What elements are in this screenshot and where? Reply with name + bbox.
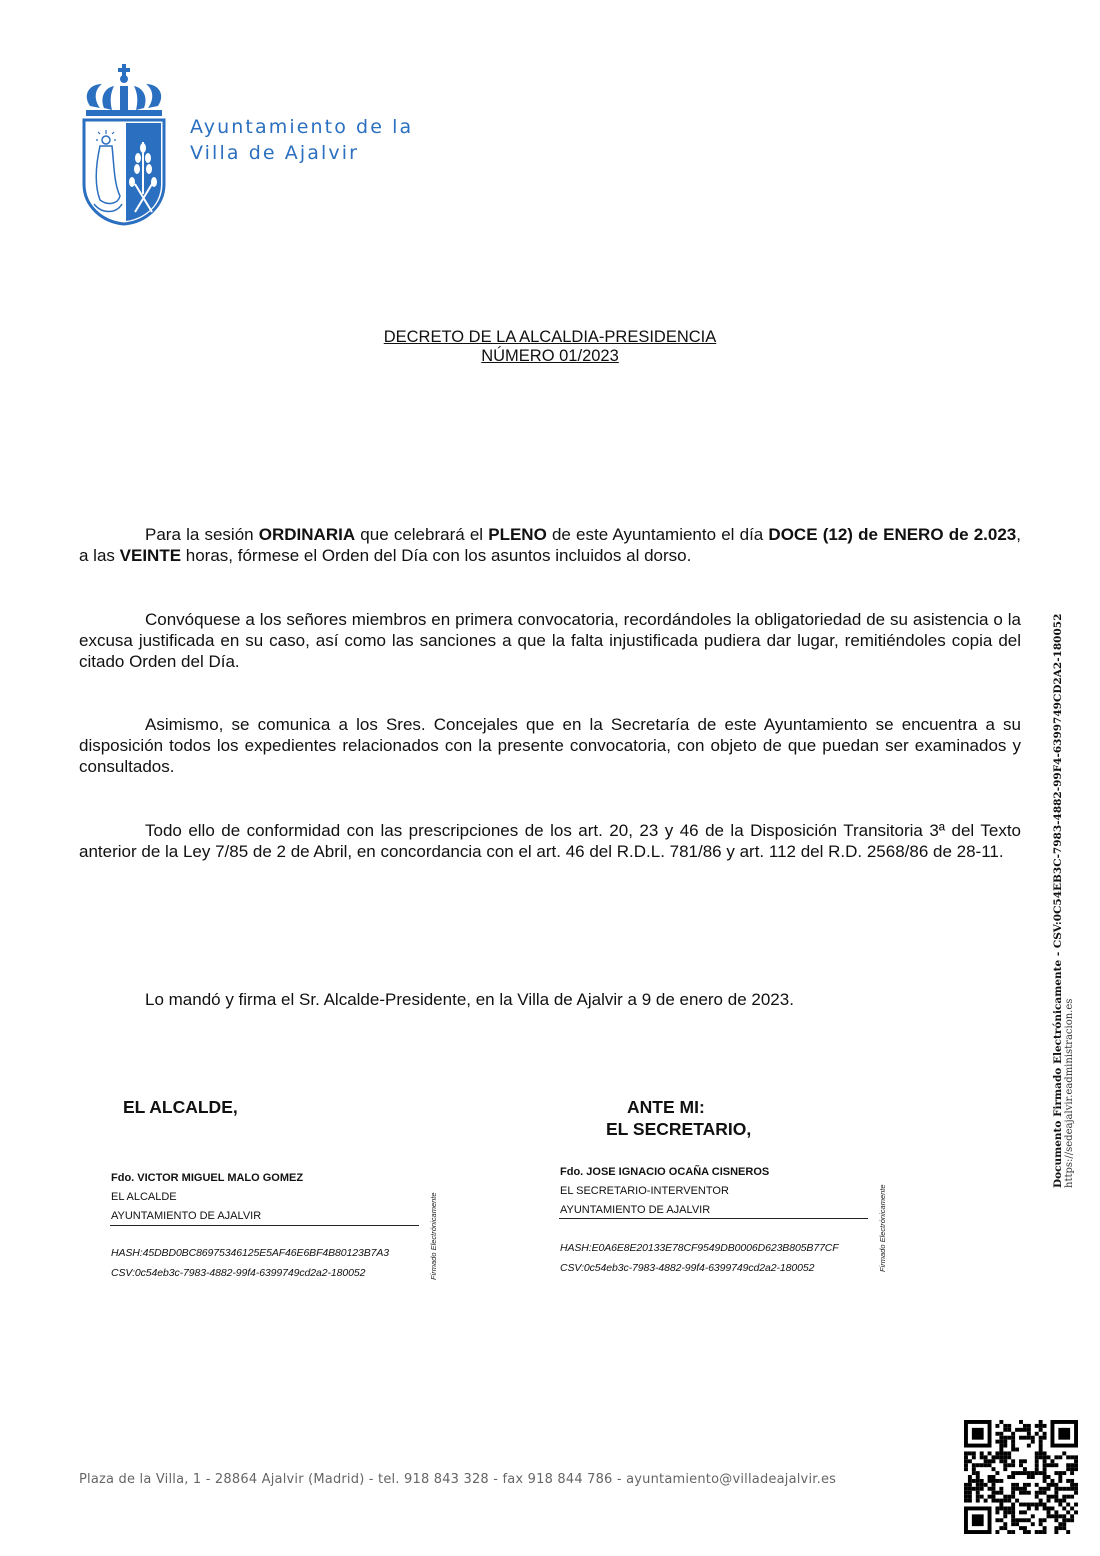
- org-name-line1: Ayuntamiento de la: [190, 116, 414, 138]
- qr-code-icon: [964, 1420, 1078, 1534]
- secretary-hash-block: [560, 1238, 839, 1278]
- paragraph-legal: Todo ello de conformidad con las prescripciones de los art. 20, 23 y 46 de la Disposición Transitoria 3ª del Texto anterior de la Ley 7/85 de 2 de Abril, en concordancia con el art. 46 del R.D.L. 781/86 y art. 112 del R.D. 2568/86 de 28-11.: [79, 821, 1021, 861]
- side-verification-url[interactable]: https://sedeajalvir.eadministracion.es: [1064, 998, 1075, 1188]
- org-name-line2: Villa de Ajalvir: [190, 142, 360, 164]
- secretary-heading-2: EL SECRETARIO,: [606, 1119, 752, 1139]
- mayor-csv: CSV:0c54eb3c-7983-4882-99f4-6399749cd2a2-180052: [111, 1267, 366, 1279]
- mayor-electronic-stamp: Firmado Electrónicamente: [429, 1192, 438, 1280]
- decree-title: DECRETO DE LA ALCALDIA-PRESIDENCIA: [383, 328, 717, 346]
- secretary-signature-block: [560, 1163, 769, 1220]
- secretary-heading-1: ANTE MI:: [627, 1097, 705, 1117]
- secretary-org: AYUNTAMIENTO DE AJALVIR: [560, 1204, 711, 1216]
- mayor-signature-block: [111, 1169, 303, 1226]
- footer-address: Plaza de la Villa, 1 - 28864 Ajalvir (Madrid) - tel. 918 843 328 - fax 918 844 786 - ayuntamiento@villadeajalvir.es: [79, 1472, 837, 1487]
- closing-statement: Lo mandó y firma el Sr. Alcalde-Presidente, en la Villa de Ajalvir a 9 de enero de 2023.: [145, 990, 794, 1009]
- secretary-signature-line: [559, 1218, 868, 1219]
- secretary-csv: CSV:0c54eb3c-7983-4882-99f4-6399749cd2a2-180052: [560, 1262, 815, 1274]
- mayor-signature-line: [110, 1225, 419, 1226]
- mayor-hash-block: [111, 1243, 389, 1283]
- secretary-name: Fdo. JOSE IGNACIO OCAÑA CISNEROS: [560, 1166, 770, 1178]
- mayor-name: Fdo. VICTOR MIGUEL MALO GOMEZ: [111, 1172, 304, 1184]
- secretary-role: EL SECRETARIO-INTERVENTOR: [560, 1185, 729, 1197]
- side-electronic-signature-label: Documento Firmado Electrónicamente - CSV:0C54EB3C-7983-4882-99F4-6399749CD2A2-180052: [1052, 613, 1064, 1188]
- paragraph-session: Para la sesión ORDINARIA que celebrará el PLENO de este Ayuntamiento el día DOCE (12) de ENERO de 2.023, a las VEINTE horas, fórmese el Orden del Día con los asuntos incluidos al dorso.: [79, 525, 1021, 565]
- mayor-role: EL ALCALDE: [111, 1191, 177, 1203]
- mayor-heading: EL ALCALDE,: [123, 1097, 238, 1117]
- decree-number: NÚMERO 01/2023: [481, 347, 619, 365]
- secretary-hash: HASH:E0A6E8E20133E78CF9549DB0006D623B805B77CF: [560, 1242, 839, 1254]
- paragraph-files: Asimismo, se comunica a los Sres. Concejales que en la Secretaría de este Ayuntamiento se encuentra a su disposición todos los expedientes relacionados con la presente convocatoria, con objeto de que puedan ser examinados y consultados.: [79, 715, 1021, 776]
- paragraph-convocation: Convóquese a los señores miembros en primera convocatoria, recordándoles la obligatoriedad de su asistencia o la excusa justificada en su caso, así como las sanciones a que la falta injustificada pudiera dar lugar, remitiéndoles copia del citado Orden del Día.: [79, 610, 1021, 671]
- secretary-electronic-stamp: Firmado Electrónicamente: [878, 1184, 887, 1272]
- mayor-org: AYUNTAMIENTO DE AJALVIR: [111, 1210, 262, 1222]
- coat-of-arms-icon: [80, 64, 168, 226]
- mayor-hash: HASH:45DBD0BC86975346125E5AF46E6BF4B80123B7A3: [111, 1247, 390, 1259]
